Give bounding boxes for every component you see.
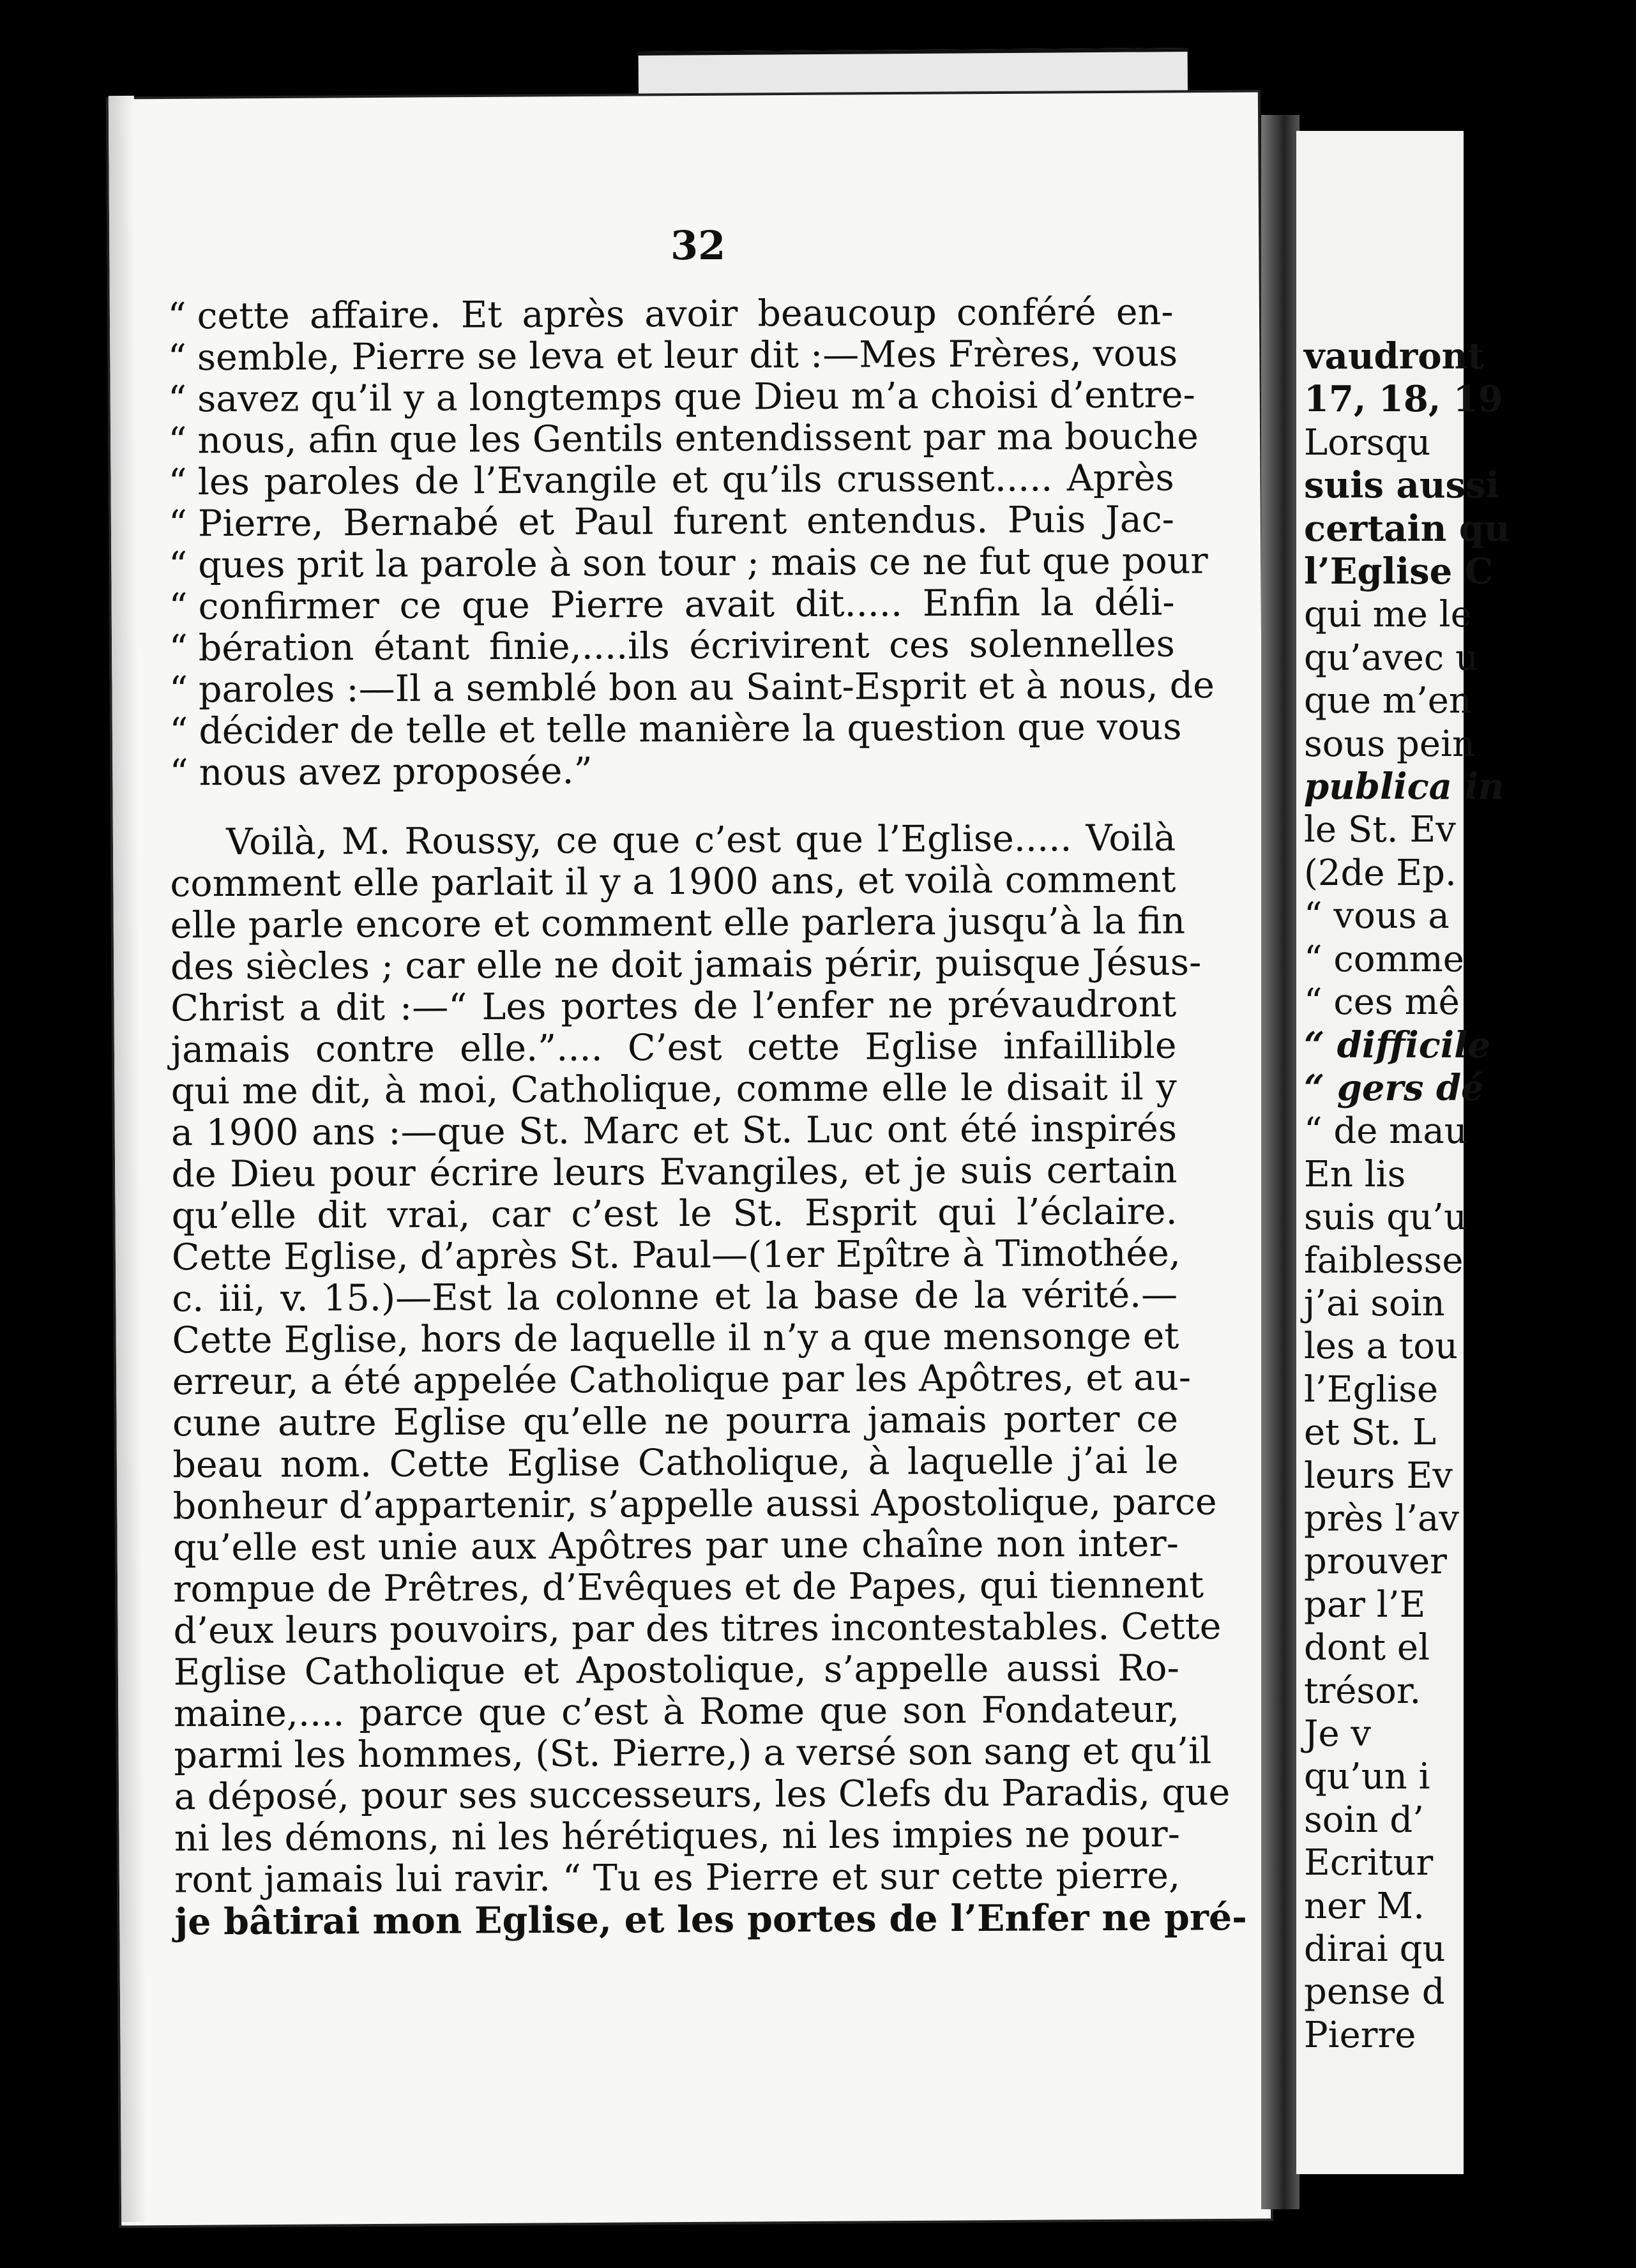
right-page-line: suis qu’u xyxy=(1304,1197,1467,1239)
quote-mark: “ xyxy=(169,669,188,711)
body-line-text: ront jamais lui ravir. “ Tu es Pierre et sur cette pierre, xyxy=(174,1854,1181,1901)
body-line xyxy=(171,1067,1177,1113)
body-line xyxy=(170,984,1176,1030)
right-page-line: et St. L xyxy=(1304,1412,1437,1454)
right-page-line: dont el xyxy=(1304,1627,1430,1669)
quote-mark: “ xyxy=(169,710,188,753)
right-page-line: faiblesse xyxy=(1304,1239,1464,1281)
body-line-text: Christ a dit :—“ Les portes de l’enfer ne prévaudront xyxy=(170,983,1177,1030)
quote-line xyxy=(170,748,1176,794)
right-page-line: (2de Ep. xyxy=(1304,852,1457,894)
body-line xyxy=(174,1771,1231,1818)
quote-line xyxy=(169,458,1174,504)
quote-mark: “ xyxy=(167,336,187,379)
body-line xyxy=(172,1191,1178,1237)
body-line xyxy=(170,859,1176,905)
body-line-text: elle parle encore et comment elle parlera jusqu’à la fin xyxy=(170,900,1186,947)
right-page-line: “ de mau xyxy=(1304,1110,1467,1153)
body-line-text: c. iii, v. 15.)—Est la colonne et la base de la vérité.— xyxy=(172,1273,1178,1320)
body-line xyxy=(172,1399,1178,1445)
quote-line xyxy=(167,374,1195,421)
right-page-line: “ gers dé xyxy=(1304,1066,1484,1109)
quote-line xyxy=(167,332,1178,379)
quote-text: semble, Pierre se leva et leur dit :—Mes Frères, vous xyxy=(197,332,1178,379)
body-line xyxy=(172,1356,1192,1403)
quote-line xyxy=(167,292,1173,338)
body-line-text: jamais contre elle.”.... C’est cette Eglise infaillible xyxy=(170,1024,1177,1071)
quote-line xyxy=(169,664,1215,711)
body-line-text: Cette Eglise, hors de laquelle il n’y a que mensonge et xyxy=(172,1315,1179,1362)
body-line-text: maine,.... parce que c’est à Rome que son Fondateur, xyxy=(173,1688,1180,1735)
quote-line xyxy=(169,706,1182,753)
quote-mark: “ xyxy=(168,503,188,545)
body-line-text: qu’elle est unie aux Apôtres par une chaîne non inter- xyxy=(172,1522,1179,1569)
quote-line xyxy=(169,499,1174,545)
right-page-line: le St. Ev xyxy=(1304,809,1456,851)
right-page-line: “ comme xyxy=(1304,938,1464,980)
quote-text: nous avez proposée.” xyxy=(199,750,593,794)
body-line xyxy=(173,1523,1179,1569)
body-line-text: qu’elle dit vrai, car c’est le St. Esprit qui l’éclaire. xyxy=(171,1190,1178,1237)
quote-text: Pierre, Bernabé et Paul furent entendus. Puis Jac- xyxy=(197,498,1175,545)
right-page-line: Lorsqu xyxy=(1304,421,1431,464)
body-line-text: rompue de Prêtres, d’Evêques et de Papes, qui tiennent xyxy=(173,1564,1204,1611)
body-line xyxy=(172,1274,1178,1320)
body-line-text: d’eux leurs pouvoirs, par des titres incontestables. Cette xyxy=(173,1605,1222,1652)
body-line xyxy=(170,1025,1176,1071)
body-line xyxy=(173,1564,1204,1611)
body-line-text: a 1900 ans :—que St. Marc et St. Luc ont été inspirés xyxy=(170,1107,1178,1154)
body-line xyxy=(174,1856,1180,1901)
quote-text: paroles :—Il a semblé bon au Saint-Esprit et à nous, de xyxy=(198,664,1215,711)
right-page-line: qui me le xyxy=(1304,594,1472,636)
right-page-line: qu’avec u xyxy=(1304,637,1479,679)
body-line xyxy=(174,1814,1180,1860)
body-line xyxy=(171,1150,1177,1196)
right-page-line: Je v xyxy=(1304,1713,1372,1755)
body-line xyxy=(172,1316,1178,1362)
right-page-text xyxy=(1304,335,1636,2057)
right-page-line: “ vous a xyxy=(1304,895,1450,937)
right-page-line: ner M. xyxy=(1304,1885,1425,1927)
right-page-line: Ecritur xyxy=(1304,1842,1434,1884)
right-page-line: Pierre xyxy=(1304,2014,1416,2056)
right-page-line: que m’en xyxy=(1304,680,1472,722)
quote-text: nous, afin que les Gentils entendissent par ma bouche xyxy=(197,415,1199,462)
right-page-line: suis aussi xyxy=(1304,464,1499,507)
quote-mark: “ xyxy=(167,378,187,421)
right-page-line: “ ces mê xyxy=(1304,981,1460,1024)
right-page-line: dirai qu xyxy=(1304,1928,1446,1970)
quote-mark: “ xyxy=(169,752,188,794)
quote-text: les paroles de l’Evangile et qu’ils crussent..... Après xyxy=(197,457,1174,504)
quote-text: ques prit la parole à son tour ; mais ce ne fut que pour xyxy=(198,540,1208,587)
right-page-line: 17, 18, 19 xyxy=(1304,378,1503,421)
right-page-line: l’Eglise xyxy=(1304,1368,1439,1410)
right-page-line: “ difficile xyxy=(1304,1024,1491,1066)
quote-mark: “ xyxy=(169,586,188,628)
body-line-text: Eglise Catholique et Apostolique, s’appelle aussi Ro- xyxy=(173,1647,1179,1694)
body-line xyxy=(173,1605,1222,1652)
quote-mark: “ xyxy=(167,295,186,338)
body-line xyxy=(174,1896,1247,1944)
right-page-line: trésor. xyxy=(1304,1670,1421,1712)
right-page-line: les a tou xyxy=(1304,1326,1458,1368)
body-line xyxy=(174,1690,1179,1735)
quote-text: bération étant finie,....ils écrivirent ces solennelles xyxy=(198,623,1175,670)
page-number: 32 xyxy=(670,222,726,269)
body-line-text: cune autre Eglise qu’elle ne pourra jamais porter ce xyxy=(172,1398,1179,1445)
body-line-text: Voilà, M. Roussy, ce que c’est que l’Eglise..... Voilà xyxy=(225,817,1176,864)
book-gutter xyxy=(1261,115,1299,2209)
right-page-line: En lis xyxy=(1304,1153,1406,1195)
body-line-text: beau nom. Cette Eglise Catholique, à laquelle j’ai le xyxy=(172,1439,1179,1486)
body-line xyxy=(174,1730,1212,1777)
body-line-text: bonheur d’appartenir, s’appelle aussi Apostolique, parce xyxy=(172,1481,1217,1528)
body-line xyxy=(172,1481,1217,1528)
quote-mark: “ xyxy=(169,627,188,670)
right-page-line: qu’un i xyxy=(1304,1756,1430,1798)
body-line-text: erreur, a été appelée Catholique par les Apôtres, et au- xyxy=(172,1356,1192,1403)
right-page-line: prouver xyxy=(1304,1541,1447,1583)
body-line-text: a déposé, pour ses successeurs, les Clefs du Paradis, que xyxy=(174,1771,1231,1818)
body-line-text: comment elle parlait il y a 1900 ans, et voilà comment xyxy=(170,858,1176,905)
quote-line xyxy=(169,624,1175,670)
right-page-line: certain qu xyxy=(1304,507,1510,550)
right-page-line: leurs Ev xyxy=(1304,1455,1453,1497)
body-line-text: qui me dit, à moi, Catholique, comme elle le disait il y xyxy=(170,1066,1177,1113)
body-line xyxy=(171,1108,1177,1154)
quote-mark: “ xyxy=(168,461,187,504)
right-page-line: vaudront xyxy=(1304,335,1485,377)
body-line-text: de Dieu pour écrire leurs Evangiles, et je suis certain xyxy=(171,1149,1178,1196)
right-page-line: sous pein xyxy=(1304,723,1476,765)
quote-mark: “ xyxy=(169,544,188,587)
quote-line xyxy=(169,540,1208,587)
body-line xyxy=(172,1440,1178,1486)
body-line-text: je bâtirai mon Eglise, et les portes de l’Enfer ne pré- xyxy=(174,1896,1247,1944)
right-page-line: j’ai soin xyxy=(1304,1282,1445,1324)
quote-text: confirmer ce que Pierre avait dit..... Enfin la déli- xyxy=(198,581,1175,628)
body-line xyxy=(174,1648,1179,1694)
body-line-text: des siècles ; car elle ne doit jamais périr, puisque Jésus- xyxy=(170,941,1202,988)
body-line-text: parmi les hommes, (St. Pierre,) a versé son sang et qu’il xyxy=(174,1730,1212,1777)
right-page-line: soin d’ xyxy=(1304,1799,1424,1841)
quote-line xyxy=(168,415,1199,462)
quote-text: décider de telle et telle manière la question que vous xyxy=(199,706,1182,753)
quote-mark: “ xyxy=(168,420,187,462)
quote-text: cette affaire. Et après avoir beaucoup conféré en- xyxy=(197,291,1174,338)
body-line-text: Cette Eglise, d’après St. Paul—(1er Epître à Timothée, xyxy=(171,1232,1181,1279)
body-line xyxy=(171,1232,1181,1279)
right-page-line: l’Eglise C xyxy=(1304,550,1494,593)
body-line xyxy=(170,818,1176,864)
right-page-line: près l’av xyxy=(1304,1497,1460,1539)
body-line xyxy=(170,941,1202,988)
body-line xyxy=(170,900,1186,947)
right-page-line: publica in xyxy=(1304,766,1504,808)
quote-text: savez qu’il y a longtemps que Dieu m’a choisi d’entre- xyxy=(197,374,1195,421)
page-body-text xyxy=(167,291,1247,1944)
right-page xyxy=(1296,131,1510,2174)
right-page-line: par l’E xyxy=(1304,1584,1426,1626)
quote-line xyxy=(169,582,1174,628)
right-page-line: pense d xyxy=(1304,1971,1445,2013)
body-line-text: ni les démons, ni les hérétiques, ni les impies ne pour- xyxy=(174,1813,1181,1860)
